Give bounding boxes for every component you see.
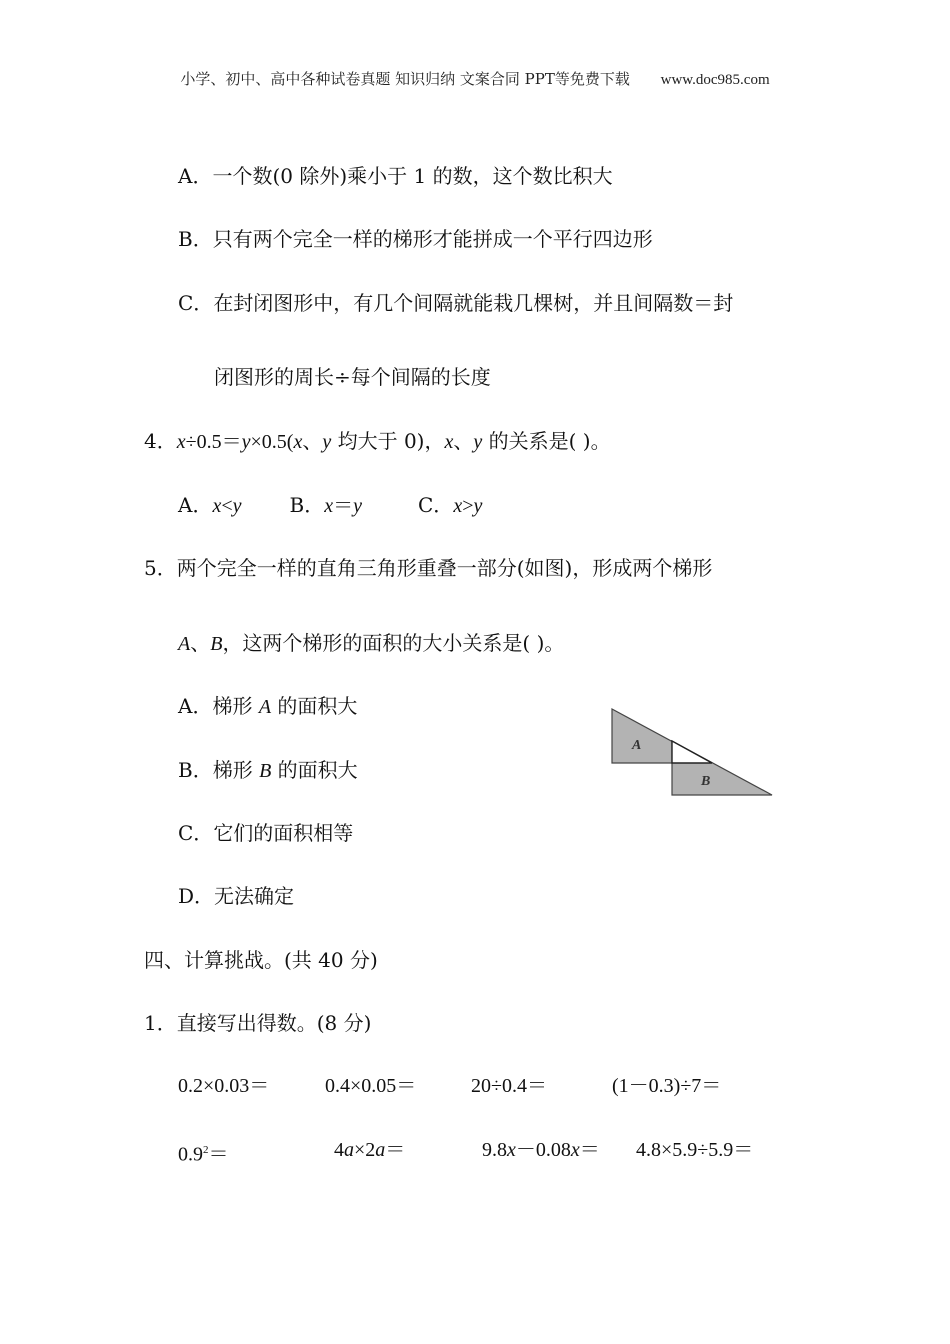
var-a: a — [375, 1139, 386, 1161]
section-title-text: 四、计算挑战。(共 40 分) — [144, 948, 378, 972]
page-header — [0, 68, 950, 89]
option-label: C． — [178, 291, 214, 315]
option-label: D． — [178, 884, 215, 908]
option-letter: A — [258, 696, 272, 718]
q5-option-d — [178, 884, 294, 908]
option-label: C． — [178, 821, 214, 845]
var-x: x — [444, 431, 454, 453]
var-x: x — [212, 495, 222, 517]
calc-expression: (1－0.3)÷7＝ — [612, 1075, 722, 1097]
q3-option-c — [178, 291, 733, 315]
stem-part: 的关系是( )。 — [482, 429, 611, 453]
option-text: 只有两个完全一样的梯形才能拼成一个平行四边形 — [212, 227, 653, 251]
var-y: y — [241, 431, 251, 453]
calc-expression: 0.2×0.03＝ — [178, 1075, 270, 1097]
header-title: 小学、初中、高中各种试卷真题 知识归纳 文案合同 PPT等免费下载 — [180, 70, 630, 88]
var-x: x — [453, 495, 463, 517]
var-a: a — [344, 1139, 354, 1161]
question-number: 4． — [144, 429, 177, 453]
q4-stem — [144, 429, 611, 454]
q5-option-a — [178, 694, 357, 719]
q4-options — [178, 493, 482, 518]
section-4-title — [144, 948, 378, 972]
stem-part: ÷0.5＝ — [185, 431, 242, 453]
s4-q1-stem — [144, 1011, 371, 1035]
figure-label-a: A — [632, 738, 642, 753]
calc-expression: 4 — [334, 1139, 344, 1161]
option-label: A． — [178, 694, 213, 718]
calc-expression: ×2 — [354, 1139, 376, 1161]
calc-expression: ＝ — [385, 1139, 406, 1161]
calc-expression: 0.9 — [178, 1143, 203, 1166]
operator: > — [462, 495, 474, 517]
calc-row-1-item-1 — [178, 1074, 269, 1098]
option-label: A． — [178, 493, 213, 517]
q5-stem-continued — [178, 631, 564, 656]
q3-option-a — [178, 164, 613, 188]
trapezoid-b-label: B — [210, 633, 223, 655]
calc-row-2-item-1 — [178, 1138, 229, 1167]
option-text: 的面积大 — [271, 758, 358, 782]
option-label: A． — [178, 164, 213, 188]
calc-expression: 4.8×5.9÷5.9＝ — [636, 1139, 754, 1161]
var-y: y — [232, 495, 242, 517]
calc-expression: 20÷0.4＝ — [471, 1075, 547, 1097]
option-letter: B — [259, 760, 272, 782]
stem-part: ×0.5( — [250, 431, 294, 453]
var-y: y — [473, 431, 483, 453]
q3-option-b — [178, 227, 653, 251]
exponent: 2 — [203, 1144, 209, 1156]
stem-text: 两个完全一样的直角三角形重叠一部分(如图)，形成两个梯形 — [176, 556, 713, 580]
header-site-link[interactable]: www.doc985.com — [660, 72, 770, 88]
calc-row-2-item-3 — [482, 1138, 600, 1162]
option-label: B． — [178, 227, 213, 251]
calc-row-1-item-3 — [471, 1074, 547, 1098]
var-y: y — [322, 431, 332, 453]
q5-option-b — [178, 758, 358, 783]
operator: ＝ — [333, 495, 354, 517]
calc-expression: 9.8 — [482, 1139, 507, 1161]
overlapping-triangles-figure — [608, 705, 778, 800]
var-x: x — [176, 431, 186, 453]
var-y: y — [353, 495, 362, 517]
q4-option-a — [178, 493, 242, 517]
option-text: 它们的面积相等 — [213, 821, 354, 845]
option-text: 的面积大 — [271, 694, 358, 718]
option-text: 一个数(0 除外)乘小于 1 的数，这个数比积大 — [212, 164, 613, 188]
stem-part: 、 — [302, 429, 323, 453]
q5-stem — [144, 556, 712, 580]
stem-part: 、 — [453, 429, 474, 453]
q3-option-c-continued — [214, 365, 491, 389]
option-label: B． — [178, 758, 213, 782]
option-label: C． — [418, 493, 454, 517]
stem-part: 、 — [190, 631, 211, 655]
calc-row-1-item-2 — [325, 1074, 416, 1098]
option-text: 闭图形的周长÷每个间隔的长度 — [214, 365, 491, 389]
stem-text: ，这两个梯形的面积的大小关系是( )。 — [222, 631, 565, 655]
option-text: 梯形 — [212, 694, 259, 718]
calc-row-2-item-4 — [636, 1138, 753, 1162]
var-x: x — [507, 1139, 516, 1161]
var-x: x — [570, 1139, 580, 1161]
overlap-triangle — [672, 741, 712, 763]
var-x: x — [293, 431, 303, 453]
calc-row-1-item-4 — [612, 1074, 721, 1098]
var-y: y — [473, 495, 483, 517]
figure-label-b: B — [701, 774, 711, 789]
var-x: x — [324, 495, 334, 517]
operator: < — [221, 495, 233, 517]
calc-expression: ＝ — [208, 1143, 229, 1166]
option-text: 无法确定 — [214, 884, 295, 908]
stem-part: 均大于 0)， — [331, 429, 445, 453]
q4-option-c — [418, 493, 482, 517]
stem-text: 直接写出得数。(8 分) — [176, 1011, 372, 1035]
calc-expression: ＝ — [579, 1139, 600, 1161]
q5-option-c — [178, 821, 353, 845]
calc-expression: －0.08 — [515, 1139, 571, 1161]
calc-row-2-item-2 — [334, 1138, 405, 1162]
option-text: 梯形 — [212, 758, 260, 782]
option-text: 在封闭图形中，有几个间隔就能栽几棵树，并且间隔数＝封 — [213, 291, 734, 315]
option-label: B． — [289, 493, 325, 517]
question-number: 5． — [144, 556, 177, 580]
calc-expression: 0.4×0.05＝ — [325, 1075, 417, 1097]
trapezoid-a-label: A — [178, 633, 191, 655]
question-number: 1． — [144, 1011, 177, 1035]
q4-option-b — [290, 493, 362, 517]
